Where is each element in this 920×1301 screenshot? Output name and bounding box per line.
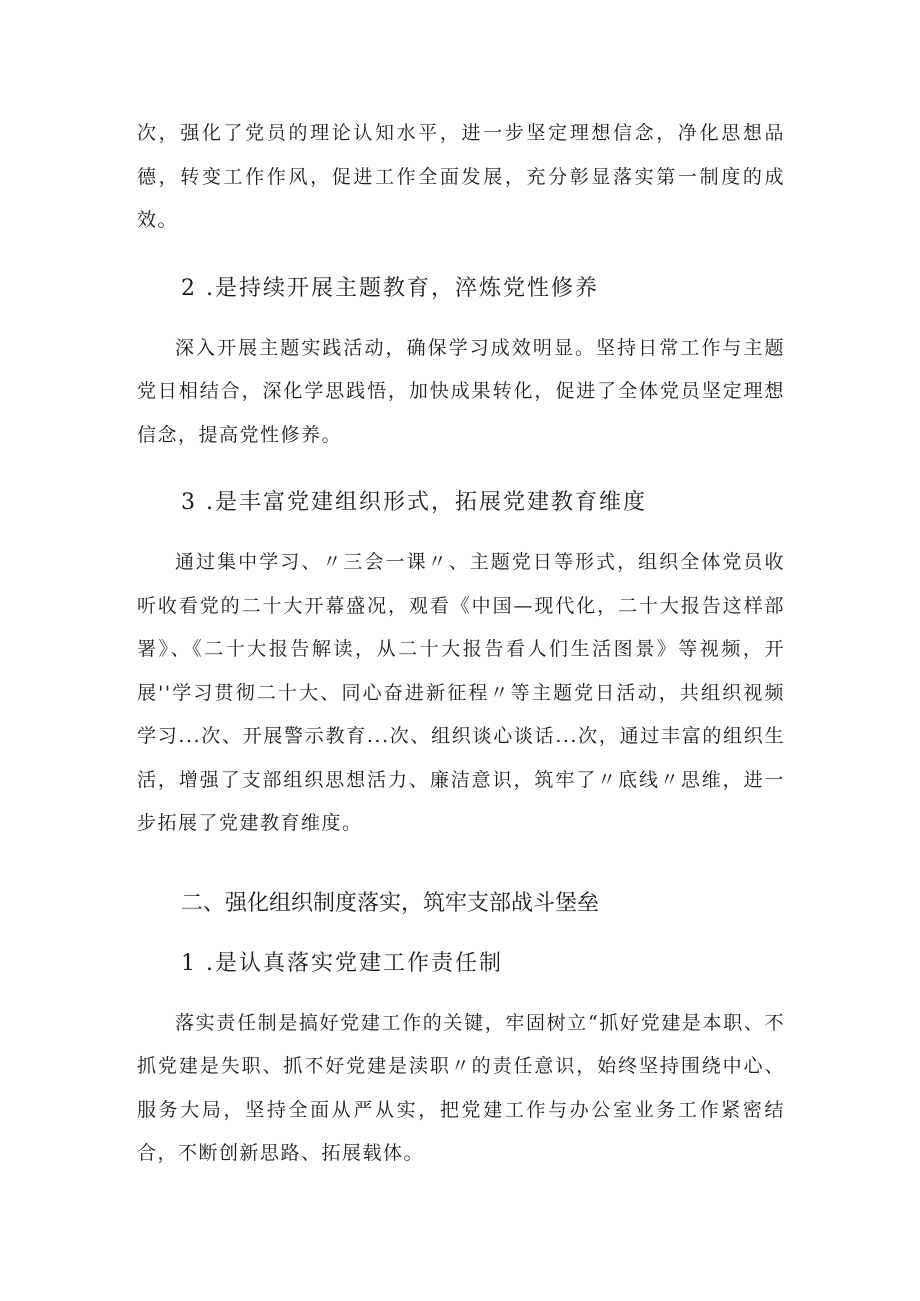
paragraph-theme-education: 深入开展主题实践活动，确保学习成效明显。坚持日常工作与主题党日相结合，深化学思践悟，加快成果转化，促进了全体党员坚定理想信念，提高党性修养。 bbox=[137, 336, 785, 446]
spacer bbox=[137, 243, 785, 267]
spacer bbox=[137, 846, 785, 882]
spacer bbox=[137, 926, 785, 942]
spacer bbox=[137, 311, 785, 327]
paragraph-continued: 次，强化了党员的理论认知水平，进一步坚定理想信念，净化思想品德，转变工作作风，促进工作全面发展，充分彰显落实第一制度的成效。 bbox=[137, 122, 785, 231]
paragraph-responsibility-system: 落实责任制是搞好党建工作的关键，牢固树立“抓好党建是本职、不抓党建是失职、抓不好党建是渎职〃的责任意识，始终坚持围绕中心、服务大局，坚持全面从严从实，把党建工作与办公室业务工作紧密结合，不断创新思路、拓展载体。 bbox=[137, 1011, 785, 1164]
spacer bbox=[137, 525, 785, 541]
subheading-responsibility-system: 1 .是认真落实党建工作责任制 bbox=[181, 950, 503, 976]
document-body bbox=[137, 112, 785, 1176]
subheading-theme-education: 2 .是持续开展主题教育，淬炼党性修养 bbox=[181, 275, 599, 301]
paragraph-organization-forms: 通过集中学习、〃三会一课〃、主题党日等形式，组织全体党员收听收看党的二十大开幕盛况，观看《中国—现代化，二十大报告这样部署》、《二十大报告解读，从二十大报告看人们生活图景》等视频，开展''学习贯彻二十大、同心奋进新征程〃等主题党日活动，共组织视频学习...次、开展警示教育...次、组织谈心谈话...次，通过丰富的组织生活，增强了支部组织思想活力、廉洁意识，筑牢了〃底线〃思维，进一步拓展了党建教育维度。 bbox=[137, 551, 785, 834]
spacer bbox=[137, 457, 785, 481]
section-heading-two: 二、强化组织制度落实，筑牢支部战斗堡垒 bbox=[181, 890, 600, 916]
spacer bbox=[137, 986, 785, 1002]
subheading-organization-forms: 3 .是丰富党建组织形式，拓展党建教育维度 bbox=[181, 490, 647, 515]
